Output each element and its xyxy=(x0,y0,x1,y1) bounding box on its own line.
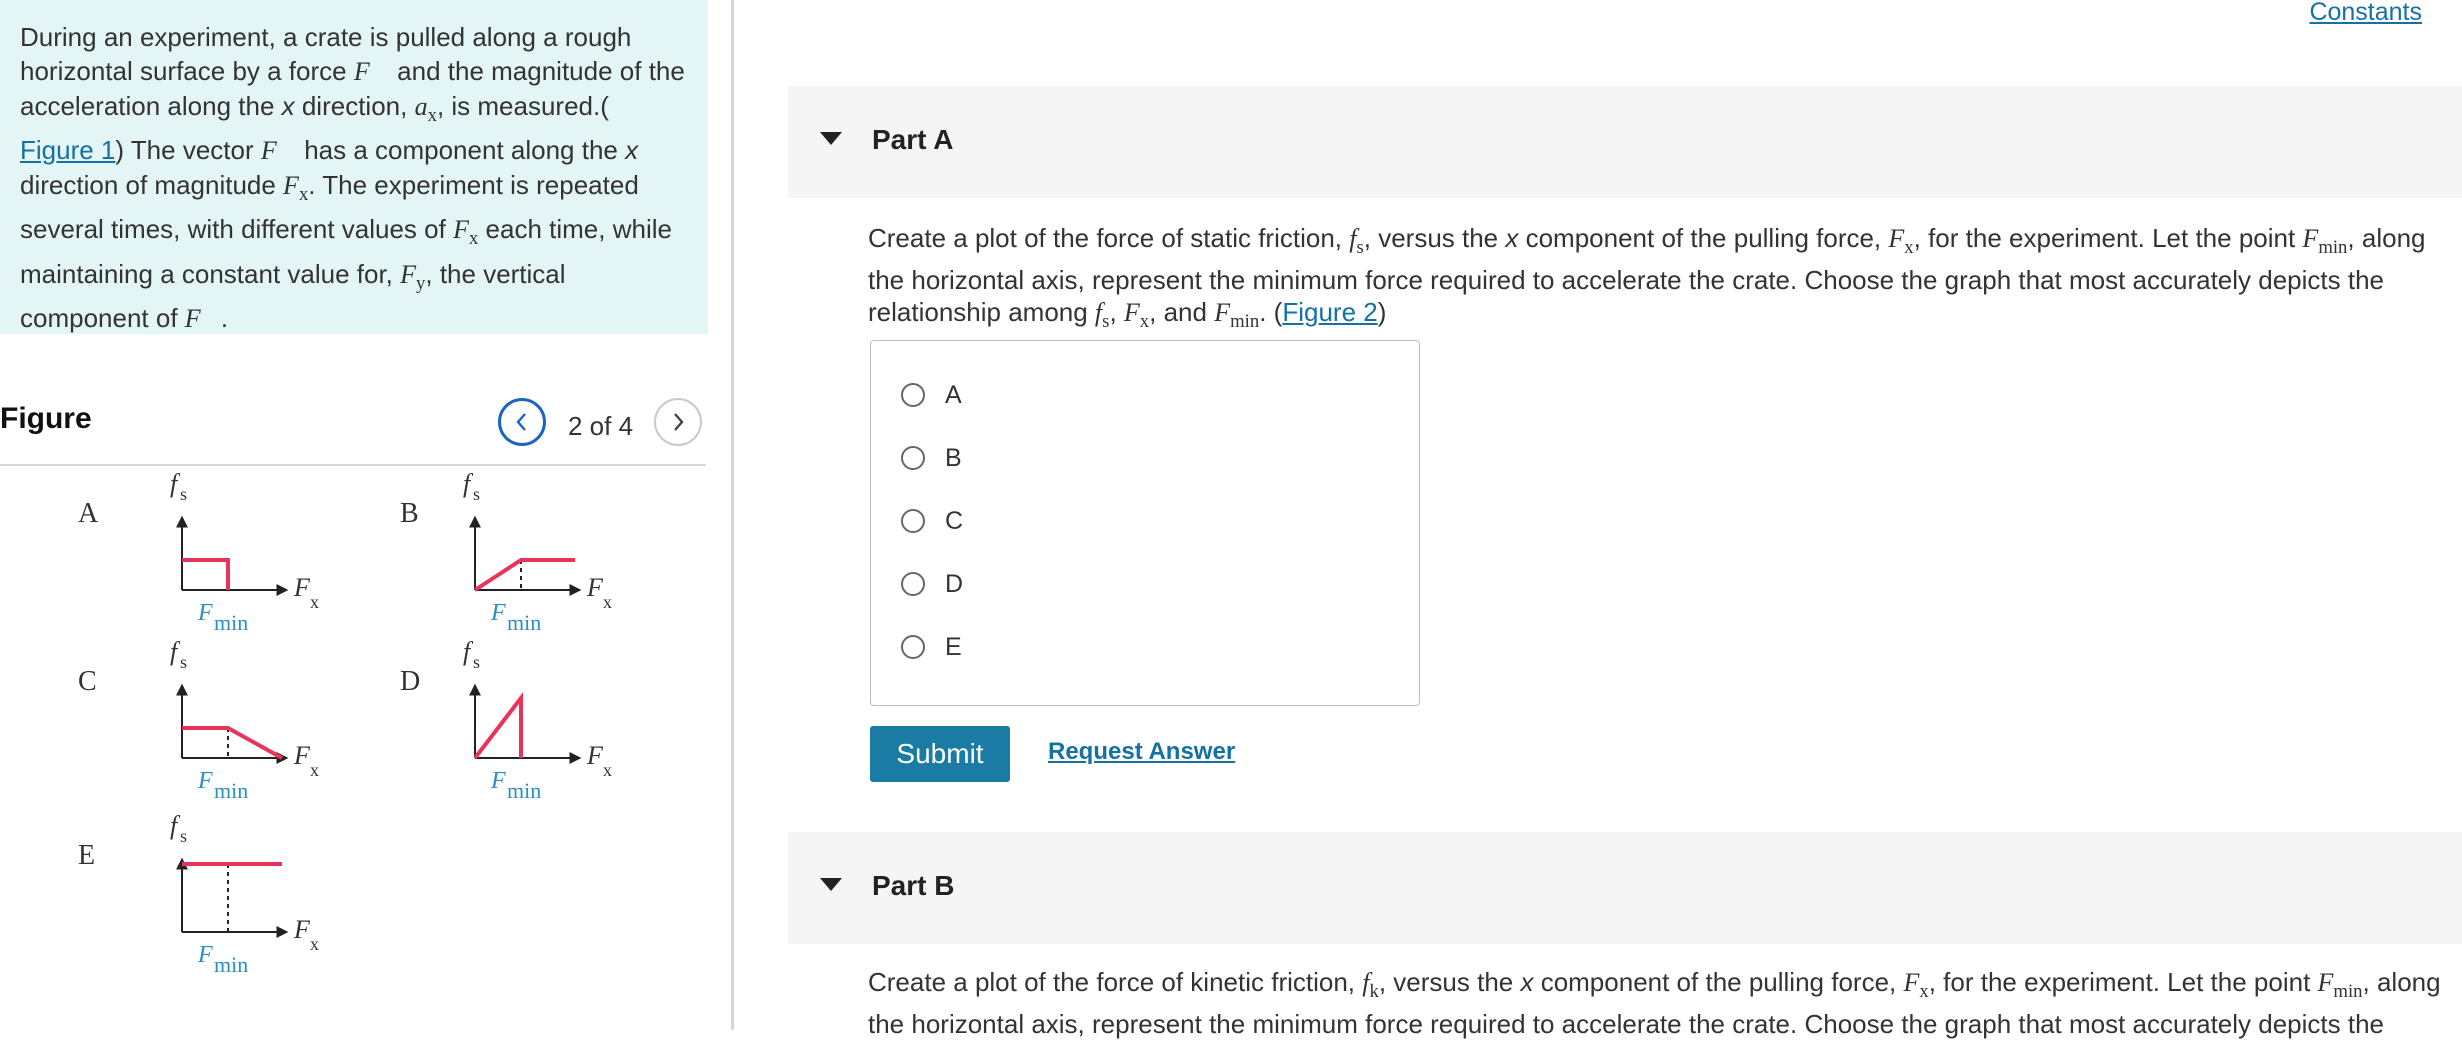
y-axis-label: f xyxy=(170,470,178,498)
choice-e[interactable]: E xyxy=(901,629,962,665)
y-axis-label: f xyxy=(463,470,471,498)
problem-text: During an experiment, a crate is pulled along a rough horizontal surface by a force F⃗ and the magnitude of the acceleration along the x direction, $a_x$, is measured.( Figure 1) The vector F⃗ has a component along the x direction of magnitude $F_x$. The experiment is repeated several times, with different values of $F_x$ each time, while maintaining a constant value for, $F_y$, the vertical component of F⃗. xyxy=(20,22,685,333)
figure-title: Figure xyxy=(0,402,92,435)
y-axis-label: f xyxy=(463,637,471,666)
friction-curve xyxy=(475,698,521,758)
figure-header xyxy=(0,390,708,466)
friction-curve xyxy=(182,728,282,758)
y-axis-label: f xyxy=(170,811,178,840)
figure-counter: 2 of 4 xyxy=(568,411,634,441)
radio-button[interactable] xyxy=(901,572,925,596)
choice-b[interactable]: B xyxy=(901,440,962,476)
previous-figure-button[interactable] xyxy=(498,398,546,446)
left-pane xyxy=(0,0,730,1030)
caret-down-icon xyxy=(820,132,842,145)
y-axis-label-sub: s xyxy=(180,826,188,846)
figure-panel-c xyxy=(78,637,319,803)
figure-panel-e xyxy=(78,811,319,977)
request-answer-link[interactable]: Request Answer xyxy=(1048,738,1236,765)
figure-panel-a xyxy=(78,470,319,635)
fmin-label: F xyxy=(198,600,213,626)
choice-c[interactable]: C xyxy=(901,503,963,539)
right-pane xyxy=(734,0,2462,1040)
x-axis-label: F xyxy=(587,573,603,602)
x-axis-label: F xyxy=(294,573,310,602)
fmin-label-sub: min xyxy=(507,610,542,635)
part-b-header[interactable] xyxy=(788,832,2462,944)
panel-letter: E xyxy=(78,840,96,871)
figure-panel-b xyxy=(400,470,612,635)
next-figure-button[interactable] xyxy=(654,398,702,446)
x-axis-label-sub: x xyxy=(310,592,319,612)
choice-d[interactable]: D xyxy=(901,566,963,602)
figure-2-link[interactable]: Figure 2 xyxy=(1282,297,1378,328)
y-axis-label-sub: s xyxy=(180,652,188,672)
part-b-question: Create a plot of the force of kinetic friction, $f_k$, versus the x component of the pulling force, $F_x$, for the experiment. Let the point $F_{min}$, along the horizontal axis, represent the minimum force required to accelerate the crate. Choose the graph that most accurately depicts the xyxy=(868,967,2441,1040)
x-axis-label-sub: x xyxy=(603,760,612,780)
figure-graphs xyxy=(0,470,708,1030)
x-axis-label-sub: x xyxy=(310,934,319,954)
submit-button[interactable]: Submit xyxy=(870,726,1010,782)
radio-button[interactable] xyxy=(901,383,925,407)
fmin-label: F xyxy=(198,768,213,794)
x-axis-label: F xyxy=(587,741,603,770)
part-a-question: Create a plot of the force of static friction, $f_s$, versus the x component of the pulling force, $F_x$, for the experiment. Let the point $F_{min}$, along the horizontal axis, represent the minimum force required to accelerate the crate. Choose the graph that most accurately depicts the relationship among $f_s$, $F_x$, and $F_{min}$. (Figure 2) xyxy=(868,223,2426,333)
friction-curve xyxy=(182,560,228,590)
figure-divider xyxy=(0,464,706,466)
fmin-label-sub: min xyxy=(214,610,249,635)
problem-statement xyxy=(0,0,708,334)
panel-letter: D xyxy=(400,666,421,697)
answer-choices xyxy=(870,340,1420,706)
figure-panel-d xyxy=(400,637,612,803)
radio-button[interactable] xyxy=(901,446,925,470)
panel-letter: A xyxy=(78,498,99,529)
radio-button[interactable] xyxy=(901,635,925,659)
fmin-label: F xyxy=(491,600,506,626)
chevron-right-icon xyxy=(669,411,687,433)
caret-down-icon xyxy=(820,878,842,891)
fmin-label-sub: min xyxy=(214,952,249,977)
part-a-header[interactable] xyxy=(788,86,2462,198)
fmin-label: F xyxy=(198,942,213,968)
y-axis-label-sub: s xyxy=(473,652,481,672)
panel-letter: C xyxy=(78,666,97,697)
y-axis-label-sub: s xyxy=(473,484,481,504)
fmin-label-sub: min xyxy=(214,778,249,803)
chevron-left-icon xyxy=(513,411,531,433)
radio-button[interactable] xyxy=(901,509,925,533)
y-axis-label: f xyxy=(170,637,178,666)
constants-link[interactable]: Constants xyxy=(2309,0,2422,26)
part-b-title: Part B xyxy=(872,870,955,901)
figure-panels xyxy=(78,470,612,977)
y-axis-label-sub: s xyxy=(180,484,188,504)
x-axis-label: F xyxy=(294,741,310,770)
vector-F: F⃗ xyxy=(353,57,390,86)
x-axis-label-sub: x xyxy=(603,592,612,612)
figure-1-link[interactable]: Figure 1 xyxy=(20,135,116,166)
fmin-label-sub: min xyxy=(507,778,542,803)
part-a-title: Part A xyxy=(872,124,954,155)
panel-letter: B xyxy=(400,498,419,529)
x-axis-label-sub: x xyxy=(310,760,319,780)
fmin-label: F xyxy=(491,768,506,794)
x-axis-label: F xyxy=(294,915,310,944)
choice-a[interactable]: A xyxy=(901,377,962,413)
friction-curve xyxy=(475,560,575,590)
